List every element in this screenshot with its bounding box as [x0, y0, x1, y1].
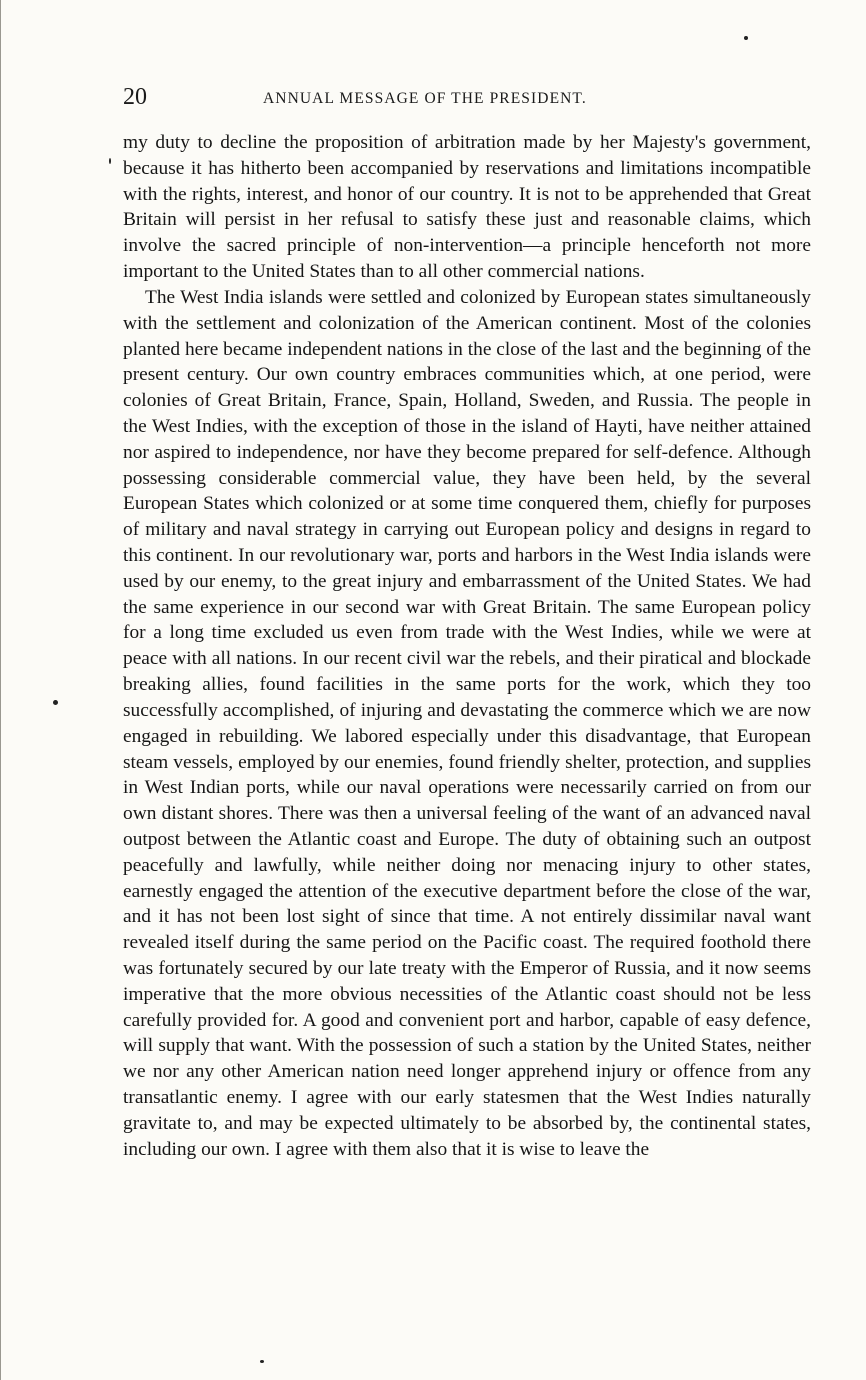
speck-mark: [53, 700, 58, 705]
paragraph-continuation: my duty to decline the proposition of arbitration made by her Majesty's government, because it has hitherto been accompanied by reservations and limitations incompatible with the rights, interest, and honor of our country. It is not to be apprehended that Great Britain will persist in her refusal to satisfy these just and reasonable claims, which involve the sacred principle of non-intervention—a principle henceforth not more important to the United States than to all other commercial nations.: [123, 132, 811, 283]
speck-mark: [744, 36, 748, 40]
running-title: ANNUAL MESSAGE OF THE PRESIDENT.: [263, 90, 587, 107]
body-text: [123, 130, 811, 1163]
paragraph-west-india: The West India islands were settled and colonized by European states simultaneously with the settlement and colonization of the American continent. Most of the colonies planted here became independent nations in the close of the last and the beginning of the present century. Our own country embraces communities which, at one period, were colonies of Great Britain, France, Spain, Holland, Sweden, and Russia. The people in the West Indies, with the exception of those in the island of Hayti, have neither attained nor aspired to independence, nor have they become prepared for self-defence. Although possessing considerable commercial value, they have been held, by the several European States which colonized or at some time conquered them, chiefly for purposes of military and naval strategy in carrying out European policy and designs in regard to this continent. In our revolutionary war, ports and harbors in the West India islands were used by our enemy, to the great injury and embarrassment of the United States. We had the same experience in our second war with Great Britain. The same European policy for a long time excluded us even from trade with the West Indies, while we were at peace with all nations. In our recent civil war the rebels, and their piratical and blockade breaking allies, found facilities in the same ports for the work, which they too successfully accomplished, of injuring and devastating the commerce which we are now engaged in rebuilding. We labored especially under this disadvantage, that European steam vessels, employed by our enemies, found friendly shelter, protection, and supplies in West Indian ports, while our naval operations were necessarily carried on from our own distant shores. There was then a universal feeling of the want of an advanced naval outpost between the Atlantic coast and Europe. The duty of obtaining such an outpost peacefully and lawfully, while neither doing nor menacing injury to other states, earnestly engaged the attention of the executive department before the close of the war, and it has not been lost sight of since that time. A not entirely dissimilar naval want revealed itself during the same period on the Pacific coast. The required foothold there was fortunately secured by our late treaty with the Emperor of Russia, and it now seems imperative that the more obvious necessities of the Atlantic coast should not be less carefully provided for. A good and convenient port and harbor, capable of easy defence, will supply that want. With the possession of such a station by the United States, neither we nor any other American nation need longer apprehend injury or offence from any transatlantic enemy. I agree with our early statesmen that the West Indies naturally gravitate to, and may be expected ultimately to be absorbed by, the continental states, including our own. I agree with them also that it is wise to leave the: [123, 286, 811, 1160]
speck-mark: [260, 1360, 264, 1363]
speck-mark: [109, 158, 111, 164]
page-number: 20: [123, 84, 147, 110]
page-header: [123, 84, 809, 116]
